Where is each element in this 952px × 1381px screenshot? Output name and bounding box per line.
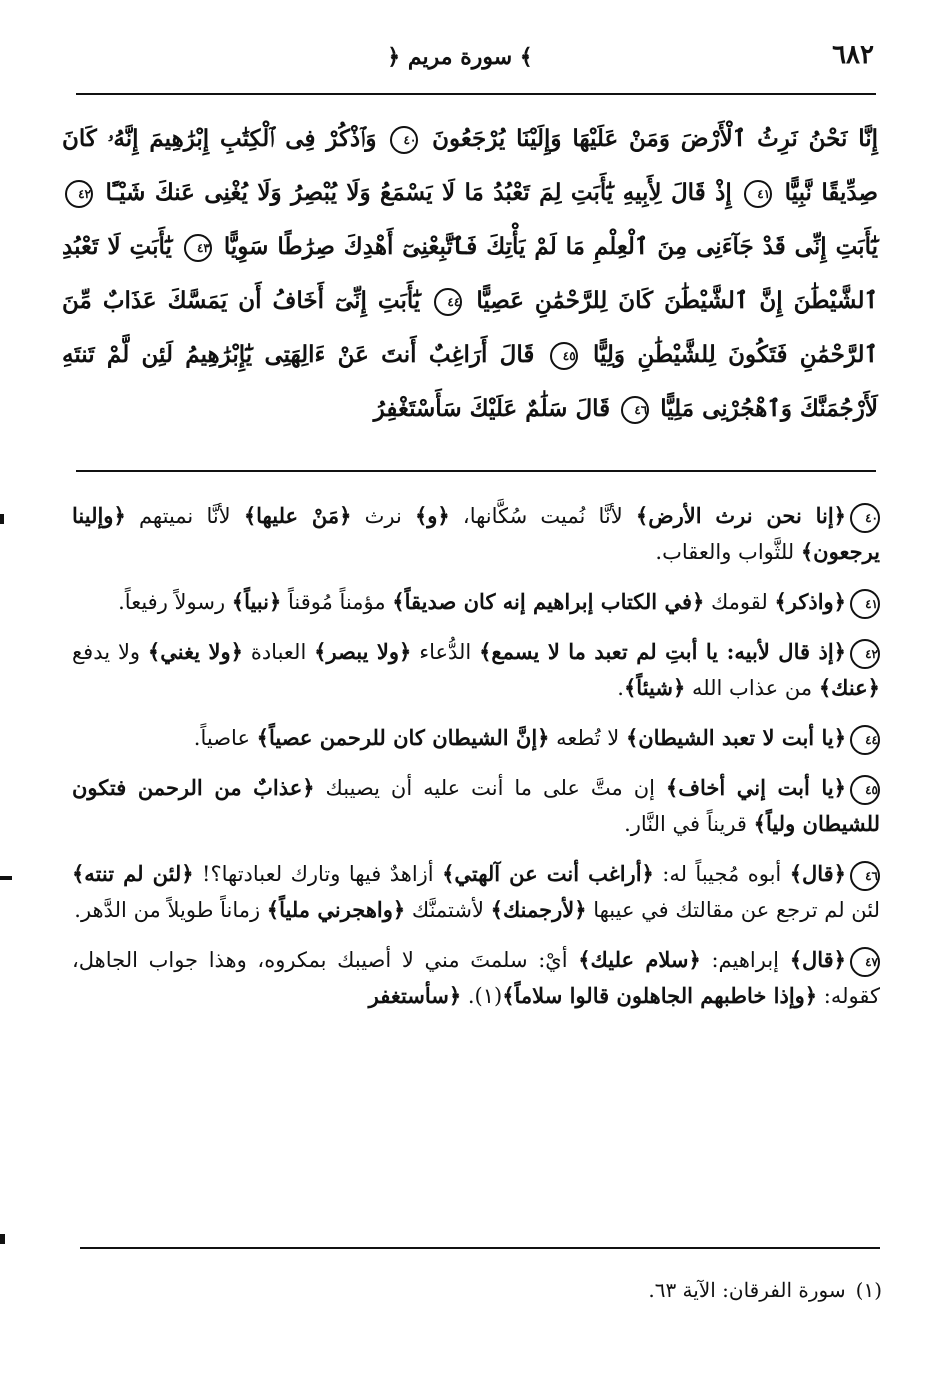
ayah-number-marker: ٤٣ <box>184 234 212 262</box>
quoted-verse: ﴿واهجرني ملياً﴾ <box>266 897 406 922</box>
commentary-text: زماناً طويلاً من الدَّهر. <box>74 898 267 922</box>
commentary-text: نرث <box>351 504 415 528</box>
commentary-text: مؤمناً مُوقناً <box>281 590 393 614</box>
commentary-text: لأنَّا نُميت سُكَّانها، <box>449 504 636 528</box>
quoted-verse: ﴿واذكر﴾ <box>774 589 846 614</box>
ayah-text: يَٰٓأَبَتِ لَا تَعْبُدِ ٱلشَّيْطَٰنَ إِنَّ ٱلشَّيْطَٰنَ كَانَ لِلرَّحْمَٰنِ عَصِيًّا <box>62 233 878 314</box>
footnote <box>82 1278 882 1302</box>
verse-number-marker: ٤٤ <box>850 725 880 755</box>
ayah-text: قَالَ أَرَاغِبٌ أَنتَ عَنْ ءَالِهَتِى يَٰٓإِبْرَٰهِيمُ لَئِن لَّمْ تَنتَهِ لَأَرْجُمَنَّكَ وَٱهْجُرْنِى مَلِيًّا <box>62 341 878 422</box>
commentary-text: عاصياً. <box>193 726 257 750</box>
tafsir-entry <box>72 942 880 1014</box>
commentary-text: لأنَّا نميتهم <box>125 504 244 528</box>
tafsir-entry <box>72 720 880 756</box>
quoted-verse: ﴿قال﴾ <box>789 947 846 972</box>
ayah-number-marker: ٤٤ <box>434 288 462 316</box>
page-number: ٦٨٢ <box>832 40 874 70</box>
commentary-text: رسولاً رفيعاً. <box>118 590 232 614</box>
ayah-number-marker: ٤٦ <box>621 396 649 424</box>
verse-number-marker: ٤٥ <box>850 775 880 805</box>
quoted-verse: ﴿وإذا خاطبهم الجاهلون قالوا سلاماً﴾ <box>502 983 818 1008</box>
ayah-number-marker: ٤٥ <box>550 342 578 370</box>
quoted-verse: ﴿سأستغفر <box>368 983 462 1008</box>
commentary-text: أزاهدٌ فيها وتارك لعبادتها؟! <box>193 862 443 886</box>
verse-number-marker: ٤٢ <box>850 639 880 669</box>
tafsir-entry <box>72 770 880 842</box>
commentary-text: للثَّواب والعقاب. <box>655 540 801 564</box>
quran-text-block <box>62 112 878 436</box>
surah-title: ﴿ سورة مريم ﴾ <box>387 44 533 70</box>
verse-number-marker: ٤٧ <box>850 947 880 977</box>
ayah-text: قَالَ سَلَٰمٌ عَلَيْكَ سَأَسْتَغْفِرُ <box>373 395 611 422</box>
commentary-text: من عذاب الله <box>685 676 819 700</box>
ayah-text: يَٰٓأَبَتِ إِنِّىٓ أَخَافُ أَن يَمَسَّكَ عَذَابٌ مِّنَ ٱلرَّحْمَٰنِ فَتَكُونَ لِلشَّيْطَٰنِ وَلِيًّا <box>62 287 878 368</box>
ayah-text: إِنَّا نَحْنُ نَرِثُ ٱلْأَرْضَ وَمَنْ عَلَيْهَا وَإِلَيْنَا يُرْجَعُونَ <box>432 125 878 152</box>
commentary-text: إبراهيم: <box>700 948 790 972</box>
commentary-text: لأشتمنَّك <box>405 898 491 922</box>
commentary-text: إن متَّ على ما أنت عليه أن يصيبك <box>314 776 666 800</box>
commentary-text: قريناً في النَّار. <box>624 812 754 836</box>
scan-edge-mark <box>0 514 4 524</box>
quoted-verse: ﴿يا أبت لا تعبد الشيطان﴾ <box>625 725 846 750</box>
quoted-verse: ﴿ولا يغني﴾ <box>147 639 243 664</box>
scan-edge-mark <box>0 1234 5 1244</box>
ayah-text: وَٱذْكُرْ فِى ٱلْكِتَٰبِ إِبْرَٰهِيمَ إِنَّهُۥ كَانَ صِدِّيقًا نَّبِيًّا <box>62 125 878 206</box>
ayah-number-marker: ٤١ <box>744 180 772 208</box>
quoted-verse: ﴿وإلينا يرجعون﴾ <box>72 503 880 564</box>
tafsir-entry <box>72 634 880 706</box>
tafsir-entry <box>72 856 880 928</box>
quoted-verse: ﴿شيئاً﴾ <box>623 675 686 700</box>
commentary-text: أبوه مُجيباً له: <box>653 862 790 886</box>
tafsir-block <box>72 498 880 1028</box>
quoted-verse: ﴿سلام عليك﴾ <box>578 947 701 972</box>
scan-edge-mark <box>0 876 12 880</box>
quoted-verse: ﴿لأرجمنك﴾ <box>490 897 587 922</box>
commentary-text: (١). <box>461 984 503 1008</box>
quoted-verse: ﴿إذ قال لأبيه: يا أبتِ لم تعبد ما لا يسمع﴾ <box>479 639 846 664</box>
ayah-number-marker: ٤٠ <box>390 126 418 154</box>
quoted-verse: ﴿في الكتاب إبراهيم إنه كان صديقاً﴾ <box>392 589 705 614</box>
quoted-verse: ﴿مَنْ عليها﴾ <box>243 503 352 528</box>
quoted-verse: ﴿نبياً﴾ <box>231 589 282 614</box>
quoted-verse: ﴿إنَّ الشيطان كان للرحمن عصياً﴾ <box>256 725 550 750</box>
commentary-text: لا تُطعه <box>549 726 626 750</box>
quoted-verse: ﴿عنك﴾ <box>818 675 880 700</box>
footnote-label: (١) <box>855 1278 882 1302</box>
tafsir-entry <box>72 498 880 570</box>
commentary-text: الدُّعاء <box>411 640 480 664</box>
verse-number-marker: ٤٠ <box>850 503 880 533</box>
verse-number-marker: ٤١ <box>850 589 880 619</box>
quoted-verse: ﴿أراغب أنت عن آلهتي﴾ <box>442 861 654 886</box>
commentary-text: لقومك <box>704 590 775 614</box>
footnote-rule <box>80 1247 880 1249</box>
quoted-verse: ﴿لئن لم تنته﴾ <box>72 861 194 886</box>
quoted-verse: ﴿عذابٌ من الرحمن فتكون للشيطان ولياً﴾ <box>72 775 880 836</box>
tafsir-entry <box>72 584 880 620</box>
ayah-text: يَٰٓأَبَتِ إِنِّى قَدْ جَآءَنِى مِنَ ٱلْعِلْمِ مَا لَمْ يَأْتِكَ فَٱتَّبِعْنِىٓ أَهْدِكَ صِرَٰطًا سَوِيًّا <box>223 233 878 260</box>
section-divider <box>76 470 876 472</box>
header-rule <box>76 93 876 95</box>
ayah-text: إِذْ قَالَ لِأَبِيهِ يَٰٓأَبَتِ لِمَ تَعْبُدُ مَا لَا يَسْمَعُ وَلَا يُبْصِرُ وَلَا يُغْنِى عَنكَ شَيْـًٔا <box>105 179 732 206</box>
footnote-text: سورة الفرقان: الآية ٦٣. <box>648 1278 846 1302</box>
verse-number-marker: ٤٦ <box>850 861 880 891</box>
commentary-text: العبادة <box>242 640 315 664</box>
ayah-number-marker: ٤٢ <box>65 180 93 208</box>
commentary-text: لئن لم ترجع عن مقالتك في عيبها <box>586 898 880 922</box>
quoted-verse: ﴿إنا نحن نرث الأرض﴾ <box>635 503 846 528</box>
quoted-verse: ﴿ولا يبصر﴾ <box>314 639 412 664</box>
commentary-text: أيْ: سلمتَ مني لا أصيبك بمكروه، وهذا جواب الجاهل، كقوله: <box>72 948 880 1008</box>
commentary-text: ولا يدفع <box>72 640 148 664</box>
quoted-verse: ﴿قال﴾ <box>789 861 846 886</box>
quoted-verse: ﴿يا أبت إني أخاف﴾ <box>665 775 846 800</box>
quoted-verse: ﴿و﴾ <box>414 503 450 528</box>
commentary-text: . <box>617 676 624 700</box>
